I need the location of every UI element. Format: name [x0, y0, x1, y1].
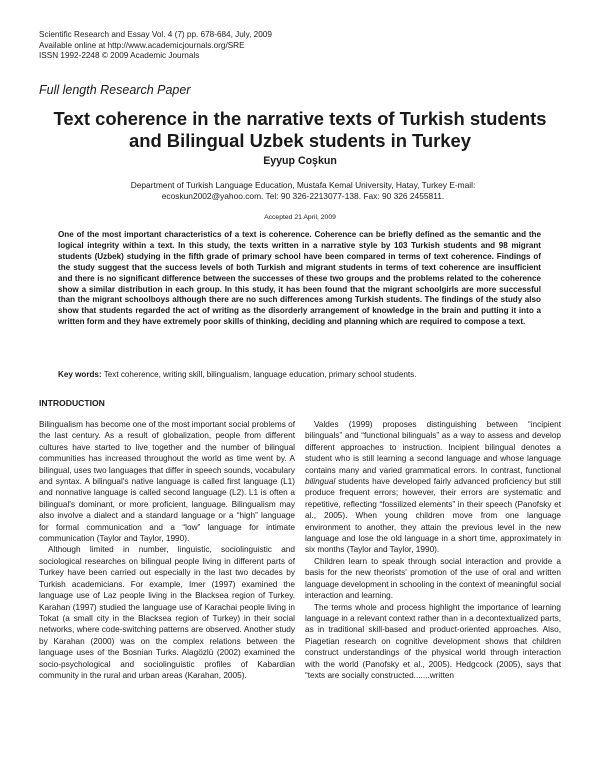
- accepted-date: Accepted 21 April, 2009: [264, 214, 336, 221]
- paper-title: Text coherence in the narrative texts of Turkish students and Bilingual Uzbek students in Turkey: [53, 108, 547, 151]
- paragraph-text: Valdes (1999) proposes distinguishing between “incipient bilinguals” and “functional bilinguals” as a way to assess and develop different approaches to instruction. Incipient bilingual denotes a student who is still learning a second language and whose language contains many and varied grammatical errors. In contrast, functional: [305, 420, 561, 475]
- journal-url: Available online at http://www.academicjournals.org/SRE: [39, 40, 245, 50]
- keywords-label: Key words:: [58, 370, 102, 379]
- keywords: [58, 369, 541, 380]
- journal-issn: ISSN 1992-2248 © 2009 Academic Journals: [39, 51, 200, 61]
- right-column: [305, 419, 561, 681]
- paragraph: Although limited in number, linguistic, sociolinguistic and sociological researches on bilingual people living in different parts of Turkey have been carried out especially in the last two decades by Turkish academicians. For example, Imer (1997) examined the language use of Laz people living in the Blacksea region of Turkey. Karahan (1997) studied the language use of Karachai people living in Tokat (a small city in the Blacksea region of Turkey) in their social networks, where code-switching patterns are observed. Another study by Karahan (2000) was on the complex relations between the language uses of the Bosnian Turks. Alagözlü (2002) examined the socio-psychological and sociolinguistic profiles of Kabardian community in the rural and urban areas (Karahan, 2005).: [39, 545, 295, 680]
- paragraph: [305, 419, 561, 556]
- paragraph: Children learn to speak through social interaction and provide a basis for the new theorists' promotion of the use of oral and written language development in schooling in the context of meaningful social interaction and learning.: [305, 556, 561, 601]
- author-affiliation: Department of Turkish Language Education, Mustafa Kemal University, Hatay, Turkey E-mail: ecoskun2002@yahoo.com. Tel: 90 326-2213077-138. Fax: 90 326 2455811.: [130, 180, 476, 201]
- abstract: One of the most important characteristics of a text is coherence. Coherence can be briefly defined as the semantic and the logical integrity within a text. In this study, the texts written in a narrative style by 103 Turkish students and 98 migrant students (Uzbek) studying in the fifth grade of primary school have been compared in terms of text coherence. Findings of the study suggest that the success levels of both Turkish and migrant students in terms of text coherence are insufficient and there is no significant difference between the successes of these two groups and the problems related to the coherence show a similar distribution in each group. In this study, it has been found that the migrant schoolgirls are more successful than the migrant schoolboys although there are no such differences among Turkish students. The findings of the study also show that students regarded the act of writing as the disorderly arrangement of knowledge in the brain and putting it into a written form and they have extremely poor skills of thinking, deciding and planning which are required to compose a text.: [58, 230, 541, 327]
- section-heading: INTRODUCTION: [39, 398, 105, 408]
- paragraph: Bilingualism has become one of the most important social problems of the last century. As a result of globalization, people from different cultures have started to live together and the number of bilingual communities has increased throughout the world as time went by. A bilingual, uses two languages that differ in speech sounds, vocabulary and syntax. A bilingual's native language is called first language (L1) and nonnative language is called second language (L2). L1 is often a bilingual's dominant, or more proficient, language. Bilingualism may also involve a dialect and a standard language or a “high” language for formal communication and a “low” language for intimate communication (Taylor and Taylor, 1990).: [39, 420, 295, 544]
- journal-citation: Scientific Research and Essay Vol. 4 (7) pp. 678-684, July, 2009: [39, 30, 272, 39]
- paragraph-text: students have developed fairly advanced proficiency but still produce frequent errors; however, their errors are systematic and repetitive, reflecting “fossilized elements” in their speech (Panofsky et al., 2005). When young children move from one language environment to another, they attain the previous level in the new language and lose the old language in a short time, approximately in six months (Taylor and Taylor, 1990).: [305, 477, 562, 555]
- author-name: Eyyup Coşkun: [263, 155, 337, 167]
- italic-term: bilingual: [305, 477, 336, 487]
- paper-type: Full length Research Paper: [39, 83, 191, 97]
- left-column: [39, 419, 295, 681]
- keywords-text: Text coherence, writing skill, bilingualism, language education, primary school students.: [103, 370, 417, 379]
- journal-header: [39, 30, 272, 62]
- paragraph: The terms whole and process highlight the importance of learning language in a relevant context rather than in a decontextualized parts, as in traditional skill-based and product-oriented approaches. Also, Piagetian research on cognitive development shows that children construct understandings of the physical world through interaction with the world (Panofsky et al., 2005). Hedgcock (2005), says that “texts are socially constructed.......written: [305, 602, 561, 680]
